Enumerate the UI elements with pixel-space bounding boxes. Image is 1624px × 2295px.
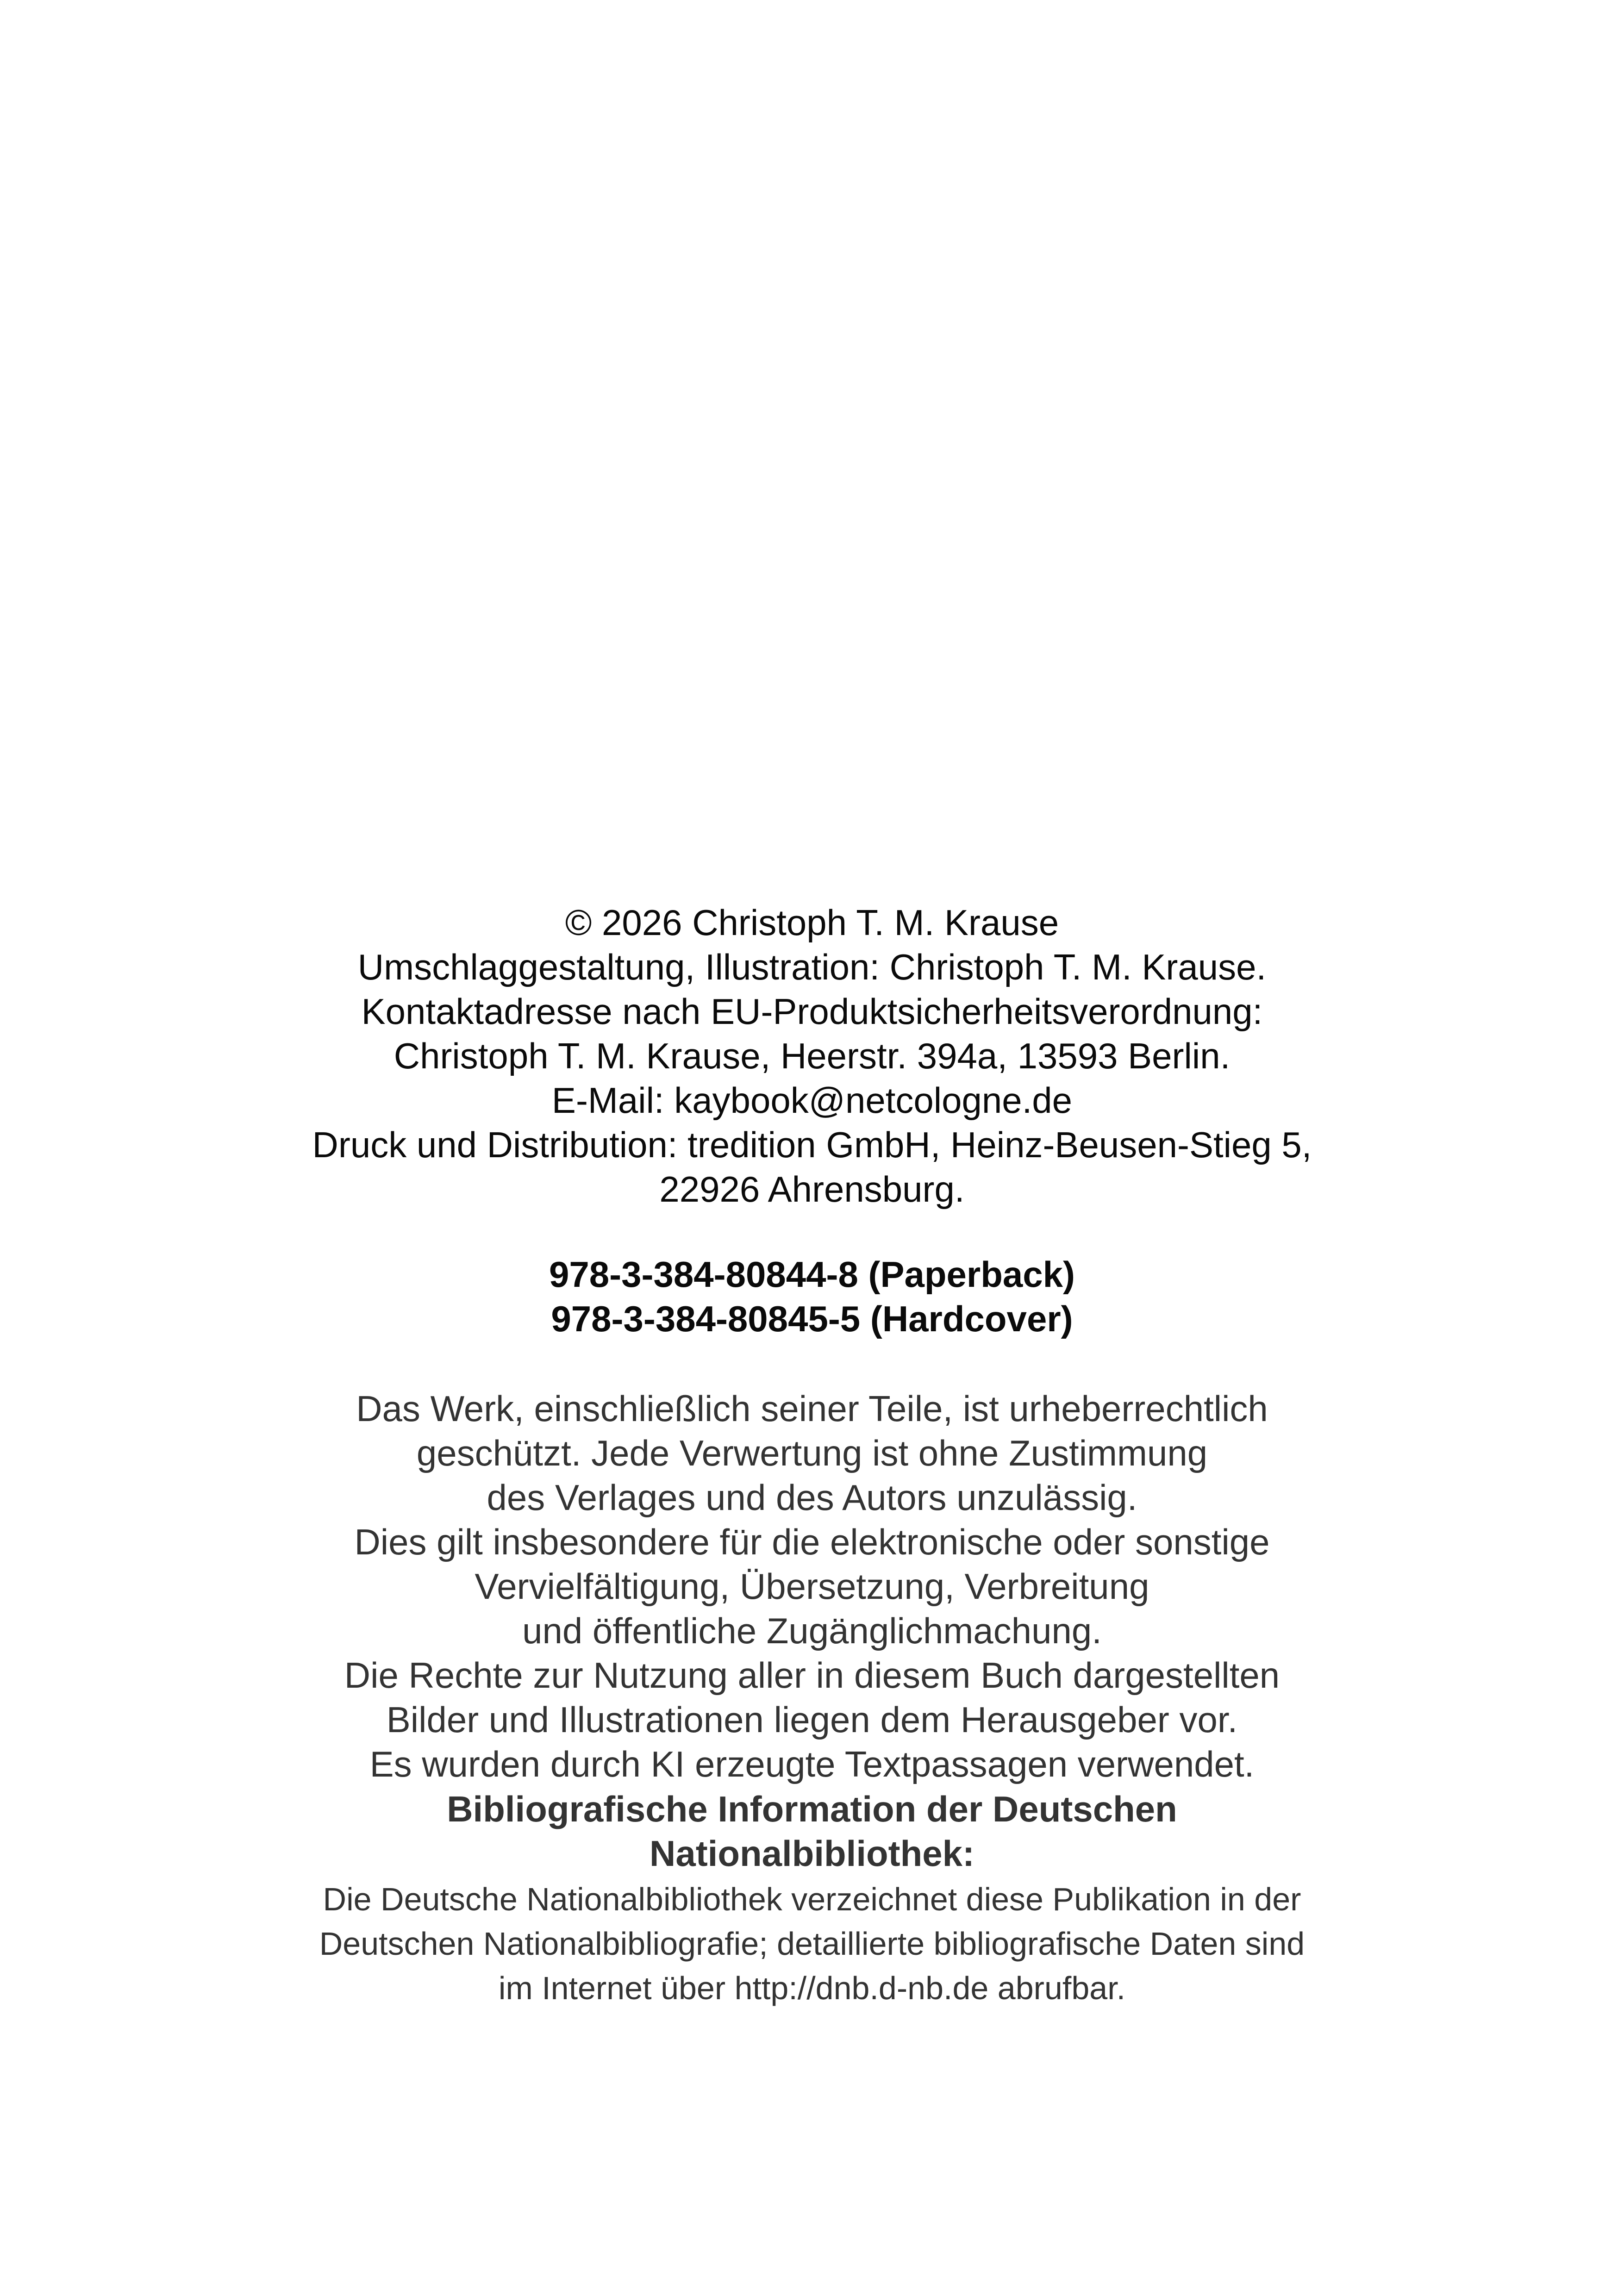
rights-line: Das Werk, einschließlich seiner Teile, ist urheberrechtlich	[356, 1388, 1268, 1429]
imprint-block	[0, 900, 1624, 1211]
bibliographic-heading-line-2: Nationalbibliothek:	[650, 1833, 974, 1874]
rights-line: Dies gilt insbesondere für die elektronische oder sonstige	[354, 1522, 1270, 1562]
rights-notice-block	[0, 1386, 1624, 1786]
isbn-block	[0, 1252, 1624, 1341]
bibliographic-text-line: Die Deutsche Nationalbibliothek verzeichnet diese Publikation in der	[323, 1881, 1301, 1917]
bibliographic-heading-line-1: Bibliografische Information der Deutschen	[447, 1789, 1177, 1829]
email-line: E-Mail: kaybook@netcologne.de	[551, 1080, 1073, 1121]
bibliographic-text-line: Deutschen Nationalbibliografie; detaillierte bibliografische Daten sind	[319, 1926, 1305, 1962]
bibliographic-text	[0, 1877, 1624, 2010]
isbn-paperback: 978-3-384-80844-8 (Paperback)	[549, 1254, 1075, 1295]
rights-line: des Verlages und des Autors unzulässig.	[487, 1477, 1137, 1518]
cover-design-line: Umschlaggestaltung, Illustration: Christoph T. M. Krause.	[357, 947, 1267, 987]
rights-line: Bilder und Illustrationen liegen dem Herausgeber vor.	[386, 1699, 1238, 1740]
isbn-hardcover: 978-3-384-80845-5 (Hardcover)	[551, 1298, 1073, 1339]
rights-line: Vervielfältigung, Übersetzung, Verbreitung	[475, 1566, 1149, 1607]
bibliographic-heading	[0, 1787, 1624, 1876]
contact-address-line: Christoph T. M. Krause, Heerstr. 394a, 13593 Berlin.	[394, 1035, 1230, 1076]
rights-line: geschützt. Jede Verwertung ist ohne Zustimmung	[416, 1433, 1208, 1473]
copyright-line: © 2026 Christoph T. M. Krause	[565, 902, 1059, 943]
contact-heading-line: Kontaktadresse nach EU-Produktsicherheitsverordnung:	[361, 991, 1263, 1032]
distribution-line-2: 22926 Ahrensburg.	[659, 1169, 965, 1210]
distribution-line-1: Druck und Distribution: tredition GmbH, Heinz-Beusen-Stieg 5,	[312, 1124, 1312, 1165]
bibliographic-text-line: im Internet über http://dnb.d-nb.de abrufbar.	[498, 1970, 1126, 2006]
rights-line: Die Rechte zur Nutzung aller in diesem Buch dargestellten	[344, 1655, 1280, 1696]
rights-line: Es wurden durch KI erzeugte Textpassagen verwendet.	[369, 1744, 1255, 1784]
rights-line: und öffentliche Zugänglichmachung.	[522, 1610, 1102, 1651]
